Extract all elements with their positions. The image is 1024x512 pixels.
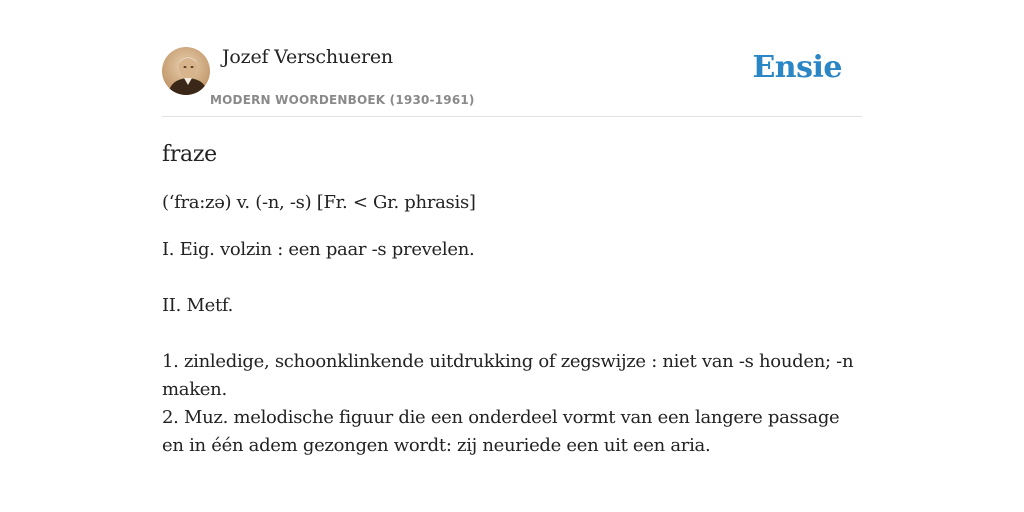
- dictionary-source: MODERN WOORDENBOEK (1930-1961): [210, 93, 475, 107]
- brand-logo[interactable]: Ensie: [752, 50, 842, 85]
- entry-header: [162, 0, 862, 117]
- headword: fraze: [162, 142, 217, 167]
- author-avatar[interactable]: [162, 47, 210, 95]
- author-name[interactable]: Jozef Verschueren: [222, 46, 393, 68]
- etymology: (‘fra:zə) v. (-n, -s) [Fr. < Gr. phrasis]: [162, 192, 476, 213]
- entry-body: [162, 140, 862, 460]
- sub-sense-1: 1. zinledige, schoonklinkende uitdrukking of zegswijze : niet van -s houden; -n maken.: [162, 351, 854, 400]
- spacer: [162, 264, 862, 292]
- spacer: [162, 320, 862, 348]
- sense-2: II. Metf.: [162, 295, 234, 316]
- entry-card: [162, 0, 862, 512]
- portrait-icon: [162, 47, 210, 95]
- sub-sense-2: 2. Muz. melodische figuur die een onderdeel vormt van een langere passage en in één adem gezongen wordt: zij neuriede een uit een aria.: [162, 407, 840, 456]
- sense-1: I. Eig. volzin : een paar -s prevelen.: [162, 239, 475, 260]
